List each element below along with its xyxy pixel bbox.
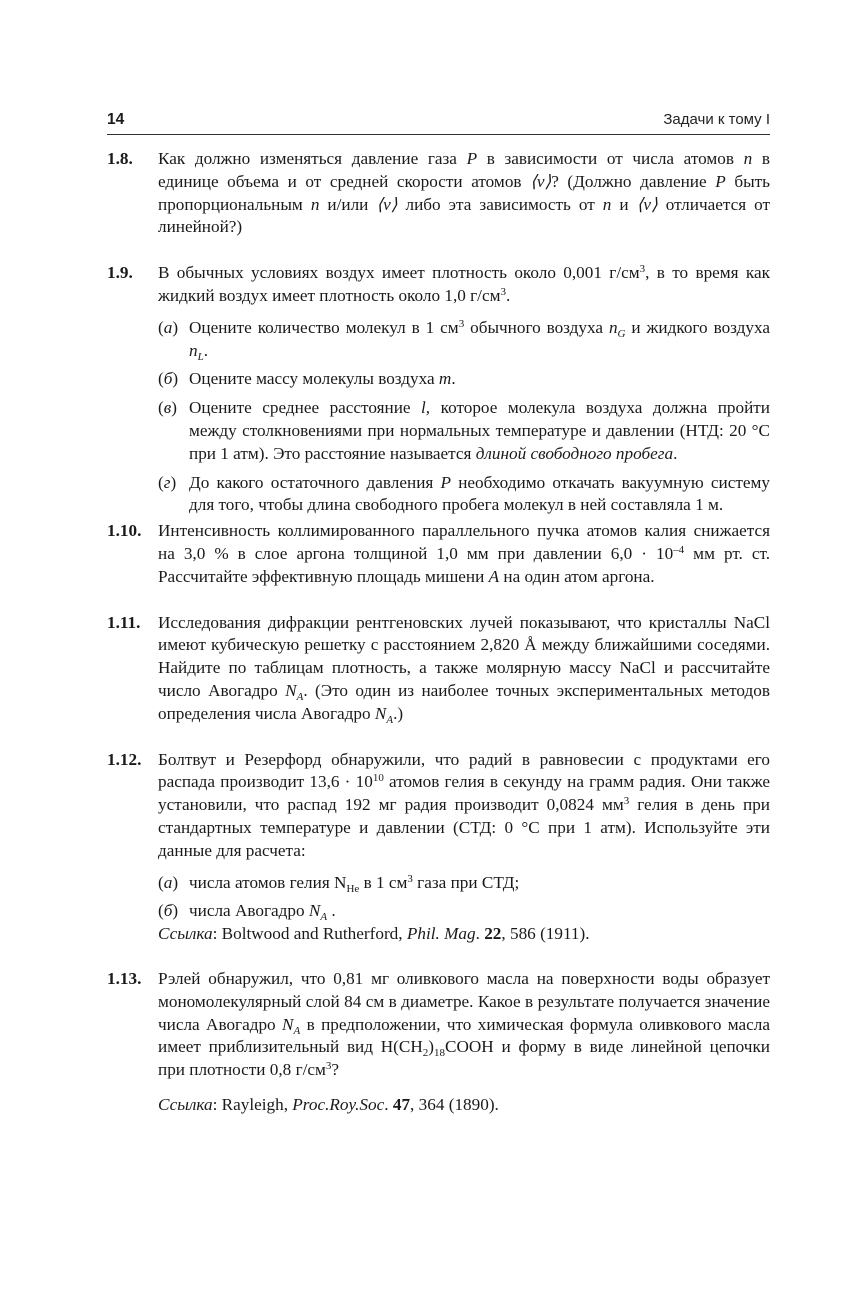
problem-number: 1.12. bbox=[107, 749, 142, 769]
problem-1-12 bbox=[107, 749, 770, 946]
reference: Ссылка: Rayleigh, Proc.Roy.Soc. 47, 364 (1890). bbox=[158, 1094, 499, 1114]
subitem-a: (а) Оцените количество молекул в 1 $см^3$ обычного воздуха $n_G$ и жидкого воздуха $n_L$. bbox=[158, 317, 770, 363]
problem-number: 1.8. bbox=[107, 149, 133, 168]
subitem-b: (б) числа Авогадро $N_A$ . bbox=[158, 901, 336, 924]
problem-1-11 bbox=[107, 612, 770, 726]
problem-number: 1.13. bbox=[107, 968, 142, 988]
problem-intro: В обычных условиях воздух имеет плотность около 0,001 $г/см^3$, в то время как жидкий воздух имеет плотность около 1,0 $г/см^3$. bbox=[158, 263, 770, 305]
problem-1-9 bbox=[107, 262, 770, 517]
subitem-b: (б) Оцените массу молекулы воздуха m. bbox=[158, 369, 456, 389]
problem-text: Как должно изменяться давление газа P в зависимости от числа атомов n в единице объема и от средней скорости атомов ⟨v⟩? (Должно давление P быть пропорциональным n и/или ⟨v⟩ либо эта зависимость от n и ⟨v⟩ отличается от линейной?) bbox=[158, 149, 771, 237]
problem-number: 1.10. bbox=[107, 521, 142, 541]
problem-1-10 bbox=[107, 520, 770, 588]
problem-text: Болтвут и Резерфорд обнаружили, что радий в равновесии с продуктами его распада производит $13,6 \cdot 10^{10}$ атомов гелия в секунду на грамм радия. Они также установили, что распад 192 мг радия производит 0,0824 $мм^3$ гелия в день при стандартных температуре и давлении (СТД: 0 °С при 1 атм). Используйте эти данные для расчета: (а) числа атомов гелия $N_{He}$ в 1 $см^3$ газа при СТД; (б) числа Авогадро $N_A$ . Ссылка: Boltwood and Rutherford, Phil. Mag. 22, 586 (1911). bbox=[158, 749, 770, 946]
problem-1-8 bbox=[107, 148, 770, 239]
running-head bbox=[107, 112, 770, 135]
subitem-a: (а) числа атомов гелия $N_{He}$ в 1 $см^3$ газа при СТД; bbox=[158, 872, 520, 895]
subitem-g: (г) До какого остаточного давления P необходимо откачать вакуумную систему для того, чтобы длина свободного пробега молекул в ней составляла 1 м. bbox=[158, 472, 770, 515]
problem-text: Интенсивность коллимированного параллельного пучка атомов калия снижается на 3,0 % в слое аргона толщиной 1,0 мм при давлении $6,0 \cdot 10^{-4}$ мм рт. ст. Рассчитайте эффективную площадь мишени A на один атом аргона. bbox=[158, 521, 770, 586]
problem-text: Рэлей обнаружил, что 0,81 мг оливкового масла на поверхности воды образует мономолекулярный слой 84 см в диаметре. Какое в результате получается значение числа Авогадро $N_A$ в предположении, что химическая формула оливкового масла имеет приблизительный вид $H(CH_2)_{18}COOH$ и форму в виде линейной цепочки при плотности 0,8 $г/см^3$? Ссылка: Rayleigh, Proc.Roy.Soc. 47, 364 (1890). bbox=[158, 968, 770, 1117]
running-head-title: Задачи к тому I bbox=[663, 111, 770, 129]
problem-1-13 bbox=[107, 968, 770, 1117]
term-emphasis: длиной свободного пробега bbox=[475, 443, 674, 463]
subitem-v: (в) Оцените среднее расстояние l, которое молекула воздуха должна пройти между столкновениями при нормальных температуре и давлении (НТД: 20 °С при 1 атм). Это расстояние называется длиной свободного пробега. bbox=[158, 398, 770, 463]
reference: Ссылка: Boltwood and Rutherford, Phil. Mag. 22, 586 (1911). bbox=[158, 924, 590, 944]
problem-number: 1.9. bbox=[107, 263, 133, 283]
book-page bbox=[107, 112, 770, 1117]
page-number: 14 bbox=[107, 111, 125, 129]
problem-text: Исследования дифракции рентгеновских лучей показывают, что кристаллы NaCl имеют кубическую решетку с расстоянием 2,820 Å между ближайшими соседями. Найдите по таблицам плотность, а также молярную массу NaCl и рассчитайте число Авогадро $N_A$. (Это один из наиболее точных экспериментальных методов определения числа Авогадро $N_A$.) bbox=[158, 612, 770, 726]
problem-number: 1.11. bbox=[107, 612, 141, 632]
problem-text bbox=[158, 262, 770, 517]
